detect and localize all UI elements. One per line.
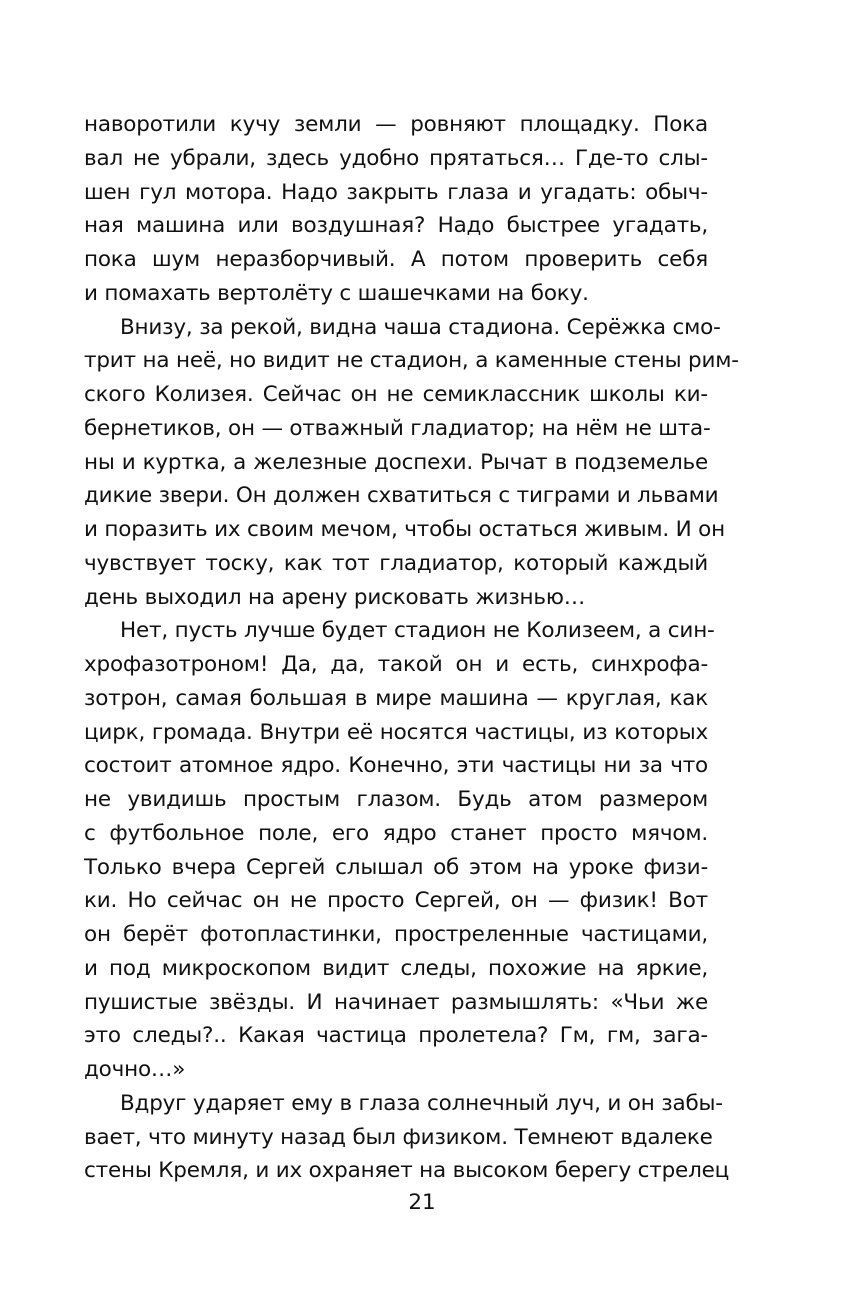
text-line: день выходил на арену рисковать жизнью…: [84, 584, 586, 610]
text-line: хрофазотроном! Да, да, такой он и есть, синхрофа-: [84, 652, 708, 677]
text-line: и помахать вертолёту с шашечками на боку.: [84, 280, 589, 306]
text-line: ки. Но сейчас он не просто Сергей, он — физик! Вот: [84, 888, 708, 914]
text-line: и под микроскопом видит следы, похожие на яркие,: [84, 955, 708, 981]
text-line: Нет, пусть лучше будет стадион не Колизеем, а син-: [120, 618, 715, 644]
text-line: это следы?.. Какая частица пролетела? Гм, гм, зага-: [84, 1023, 708, 1049]
text-line: цирк, громада. Внутри её носятся частицы, из которых: [84, 719, 708, 745]
text-line: чувствует тоску, как тот гладиатор, который каждый: [84, 550, 708, 576]
text-line: ная машина или воздушная? Надо быстрее угадать,: [84, 213, 708, 239]
text-line: пока шум неразборчивый. А потом проверить себя: [84, 247, 708, 272]
text-line: дикие звери. Он должен схватиться с тиграми и львами: [84, 483, 719, 509]
body-text: [84, 108, 739, 1188]
text-line: бернетиков, он — отважный гладиатор; на нём не шта-: [84, 415, 711, 441]
text-line: не увидишь простым глазом. Будь атом размером: [84, 787, 708, 812]
text-line: наворотили кучу земли — ровняют площадку. Пока: [84, 112, 708, 137]
text-line: зотрон, самая большая в мире машина — круглая, как: [84, 685, 708, 711]
page-number: 21: [408, 1190, 436, 1215]
text-line: стены Кремля, и их охраняет на высоком берегу стрелец: [84, 1158, 730, 1184]
text-line: пушистые звёзды. И начинает размышлять: «Чьи же: [84, 989, 708, 1015]
text-line: шен гул мотора. Надо закрыть глаза и угадать: обыч-: [84, 179, 708, 205]
text-line: ского Колизея. Сейчас он не семиклассник школы ки-: [84, 382, 708, 407]
text-line: вал не убрали, здесь удобно прятаться… Где-то слы-: [84, 145, 708, 171]
text-line: с футбольное поле, его ядро станет просто мячом.: [84, 820, 708, 846]
text-line: и поразить их своим мечом, чтобы остаться живым. И он: [84, 517, 725, 542]
text-line: Только вчера Сергей слышал об этом на уроке физи-: [84, 854, 708, 880]
text-line: состоит атомное ядро. Конечно, эти частицы ни за что: [84, 753, 708, 779]
text-line: он берёт фотопластинки, простреленные частицами,: [84, 922, 708, 947]
text-line: трит на неё, но видит не стадион, а каменные стены рим-: [84, 348, 739, 374]
text-line: Внизу, за рекой, видна чаша стадиона. Серёжка смо-: [120, 314, 721, 340]
text-line: Вдруг ударяет ему в глаза солнечный луч, и он забы-: [120, 1090, 723, 1116]
text-line: вает, что минуту назад был физиком. Темнеют вдалеке: [84, 1124, 713, 1150]
text-line: ны и куртка, а железные доспехи. Рычат в подземелье: [84, 449, 708, 475]
text-line: дочно…»: [84, 1057, 186, 1082]
